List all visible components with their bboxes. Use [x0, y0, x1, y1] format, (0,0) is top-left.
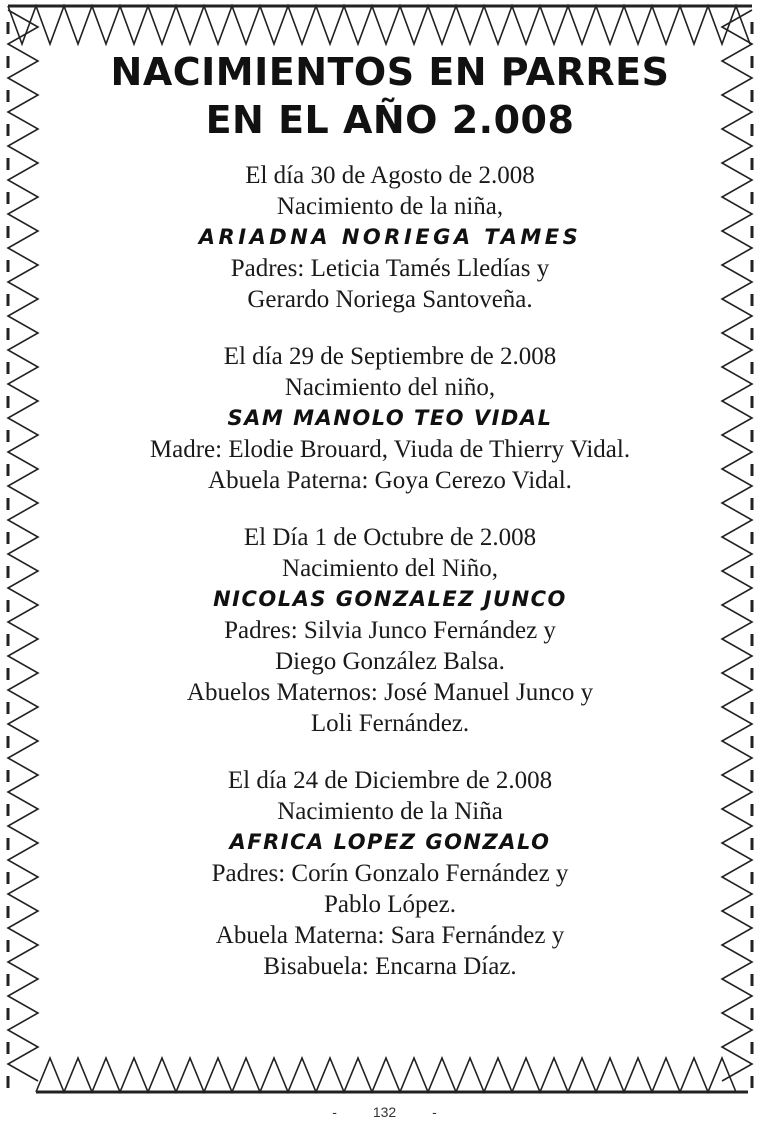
entry-family-line: Diego González Balsa.: [275, 648, 505, 675]
entry-intro: Nacimiento de la Niña: [277, 798, 503, 825]
title-line-2: EN EL AÑO 2.008: [205, 98, 575, 142]
entry-family-line: Abuela Materna: Sara Fernández y: [215, 922, 565, 949]
page-content: [60, 48, 720, 1008]
entry-family-line: Padres: Corín Gonzalo Fernández y: [211, 860, 569, 887]
birth-entry: [60, 160, 720, 315]
footer-dash-right: -: [432, 1104, 437, 1120]
birth-entries: [60, 160, 720, 982]
birth-entry: [60, 522, 720, 739]
entry-family-line: Madre: Elodie Brouard, Viuda de Thierry Vidal.: [149, 436, 631, 463]
page-number: 132: [372, 1104, 397, 1120]
entry-date: El día 30 de Agosto de 2.008: [245, 162, 535, 189]
entry-family-line: Gerardo Noriega Santoveña.: [247, 286, 533, 313]
page-footer: [0, 1104, 769, 1120]
entry-intro: Nacimiento del Niño,: [282, 555, 498, 582]
entry-date: El Día 1 de Octubre de 2.008: [243, 524, 537, 551]
child-name: SAM MANOLO TEO VIDAL: [227, 406, 553, 430]
entry-family-line: Padres: Leticia Tamés Lledías y: [230, 255, 550, 282]
entry-family-line: Pablo López.: [324, 891, 456, 918]
child-name: AFRICA LOPEZ GONZALO: [229, 830, 551, 854]
child-name: NICOLAS GONZALEZ JUNCO: [213, 587, 567, 611]
entry-intro: Nacimiento del niño,: [284, 374, 496, 401]
entry-family-line: Bisabuela: Encarna Díaz.: [263, 953, 517, 980]
entry-date: El día 29 de Septiembre de 2.008: [223, 343, 557, 370]
title-line-1: NACIMIENTOS EN PARRES: [110, 50, 670, 94]
entry-date: El día 24 de Diciembre de 2.008: [227, 767, 553, 794]
entry-family-line: Abuelos Maternos: José Manuel Junco y: [186, 679, 594, 706]
entry-family-line: Padres: Silvia Junco Fernández y: [224, 617, 556, 644]
entry-family-line: Abuela Paterna: Goya Cerezo Vidal.: [208, 467, 572, 494]
entry-intro: Nacimiento de la niña,: [276, 193, 504, 220]
birth-entry: [60, 341, 720, 496]
child-name: ARIADNA NORIEGA TAMES: [198, 225, 582, 249]
page-title: [60, 48, 720, 144]
birth-entry: [60, 765, 720, 982]
entry-family-line: Loli Fernández.: [310, 710, 470, 737]
footer-dash-left: -: [332, 1104, 337, 1120]
